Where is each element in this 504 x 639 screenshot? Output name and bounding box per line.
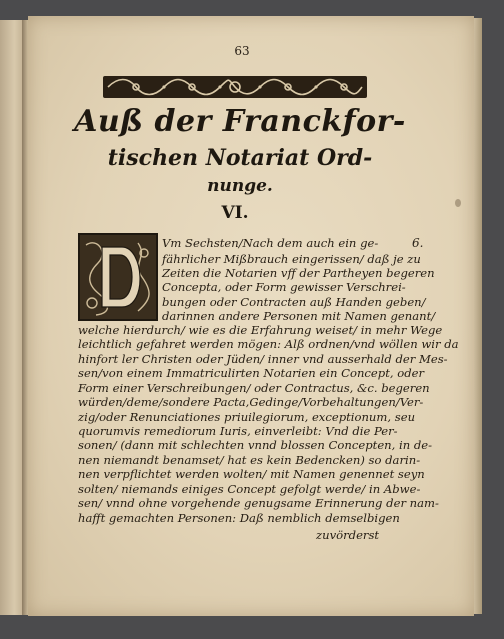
body-line: leichtlich gefahret werden mögen: Alß ordnen/vnd wöllen wir da (78, 337, 459, 351)
body-line: hafft gemachten Personen: Daß nemblich demselbigen (78, 511, 400, 525)
body-line: welche hierdurch/ wie es die Erfahrung weiset/ in mehr Wege (78, 323, 443, 337)
body-line: darinnen andere Personen mit Namen genant/ (162, 309, 436, 323)
body-line: Concepta, oder Form gewisser Verschrei- (162, 280, 406, 294)
body-line: nen niemandt benamset/ hat es kein Bedencken) so darin- (78, 453, 421, 467)
body-line: nen verpflichtet werden wolten/ mit Namen genennet seyn (78, 467, 425, 481)
body-line: bungen oder Contracten auß Handen geben/ (162, 295, 426, 309)
body-line: hinfort ler Christen oder Jüden/ inner vnd ausserhald der Mes- (78, 352, 448, 366)
catchword: zuvörderst (316, 528, 380, 542)
body-line: solten/ niemands einiges Concept gefolgt werde/ in Abwe- (78, 482, 421, 496)
ink-blot (455, 199, 461, 207)
previous-page-edge (0, 20, 24, 615)
body-line: sonen/ (dann mit schlechten vnnd blossen Concepten, in de- (78, 438, 433, 452)
decorated-initial-icon (78, 233, 158, 321)
heading-line-3: nunge. (207, 176, 273, 196)
section-number: VI. (221, 203, 249, 223)
body-line: zig/oder Renunciationes priuilegiorum, exceptionum, seu (78, 410, 416, 424)
body-line: Form einer Verschreibungen/ oder Contractus, &c. begeren (78, 381, 430, 395)
body-line: fährlicher Mißbrauch eingerissen/ daß je zu (162, 252, 421, 266)
body-line: würden/deme/sondere Pacta,Gedinge/Vorbehaltungen/Ver- (78, 395, 424, 409)
margin-note: 6. (412, 236, 424, 250)
body-line: sen/von einem Immatriculirten Notarien ein Concept, oder (78, 366, 425, 380)
body-line: Zeiten die Notarien vff der Partheyen begeren (162, 266, 435, 280)
heading-line-1: Auß der Franckfor- (74, 104, 406, 139)
body-line: Vm Sechsten/Nach dem auch ein ge- (162, 236, 379, 250)
page-number: 63 (234, 44, 250, 58)
page-edge-right (474, 18, 482, 614)
heading-line-2: tischen Notariat Ord- (107, 145, 373, 171)
body-line: quorumvis remediorum Iuris, einverleibt: Vnd die Per- (78, 424, 398, 438)
floral-ornament-icon (102, 74, 368, 100)
body-line: sen/ vnnd ohne vorgehende genugsame Erinnerung der nam- (78, 496, 439, 510)
